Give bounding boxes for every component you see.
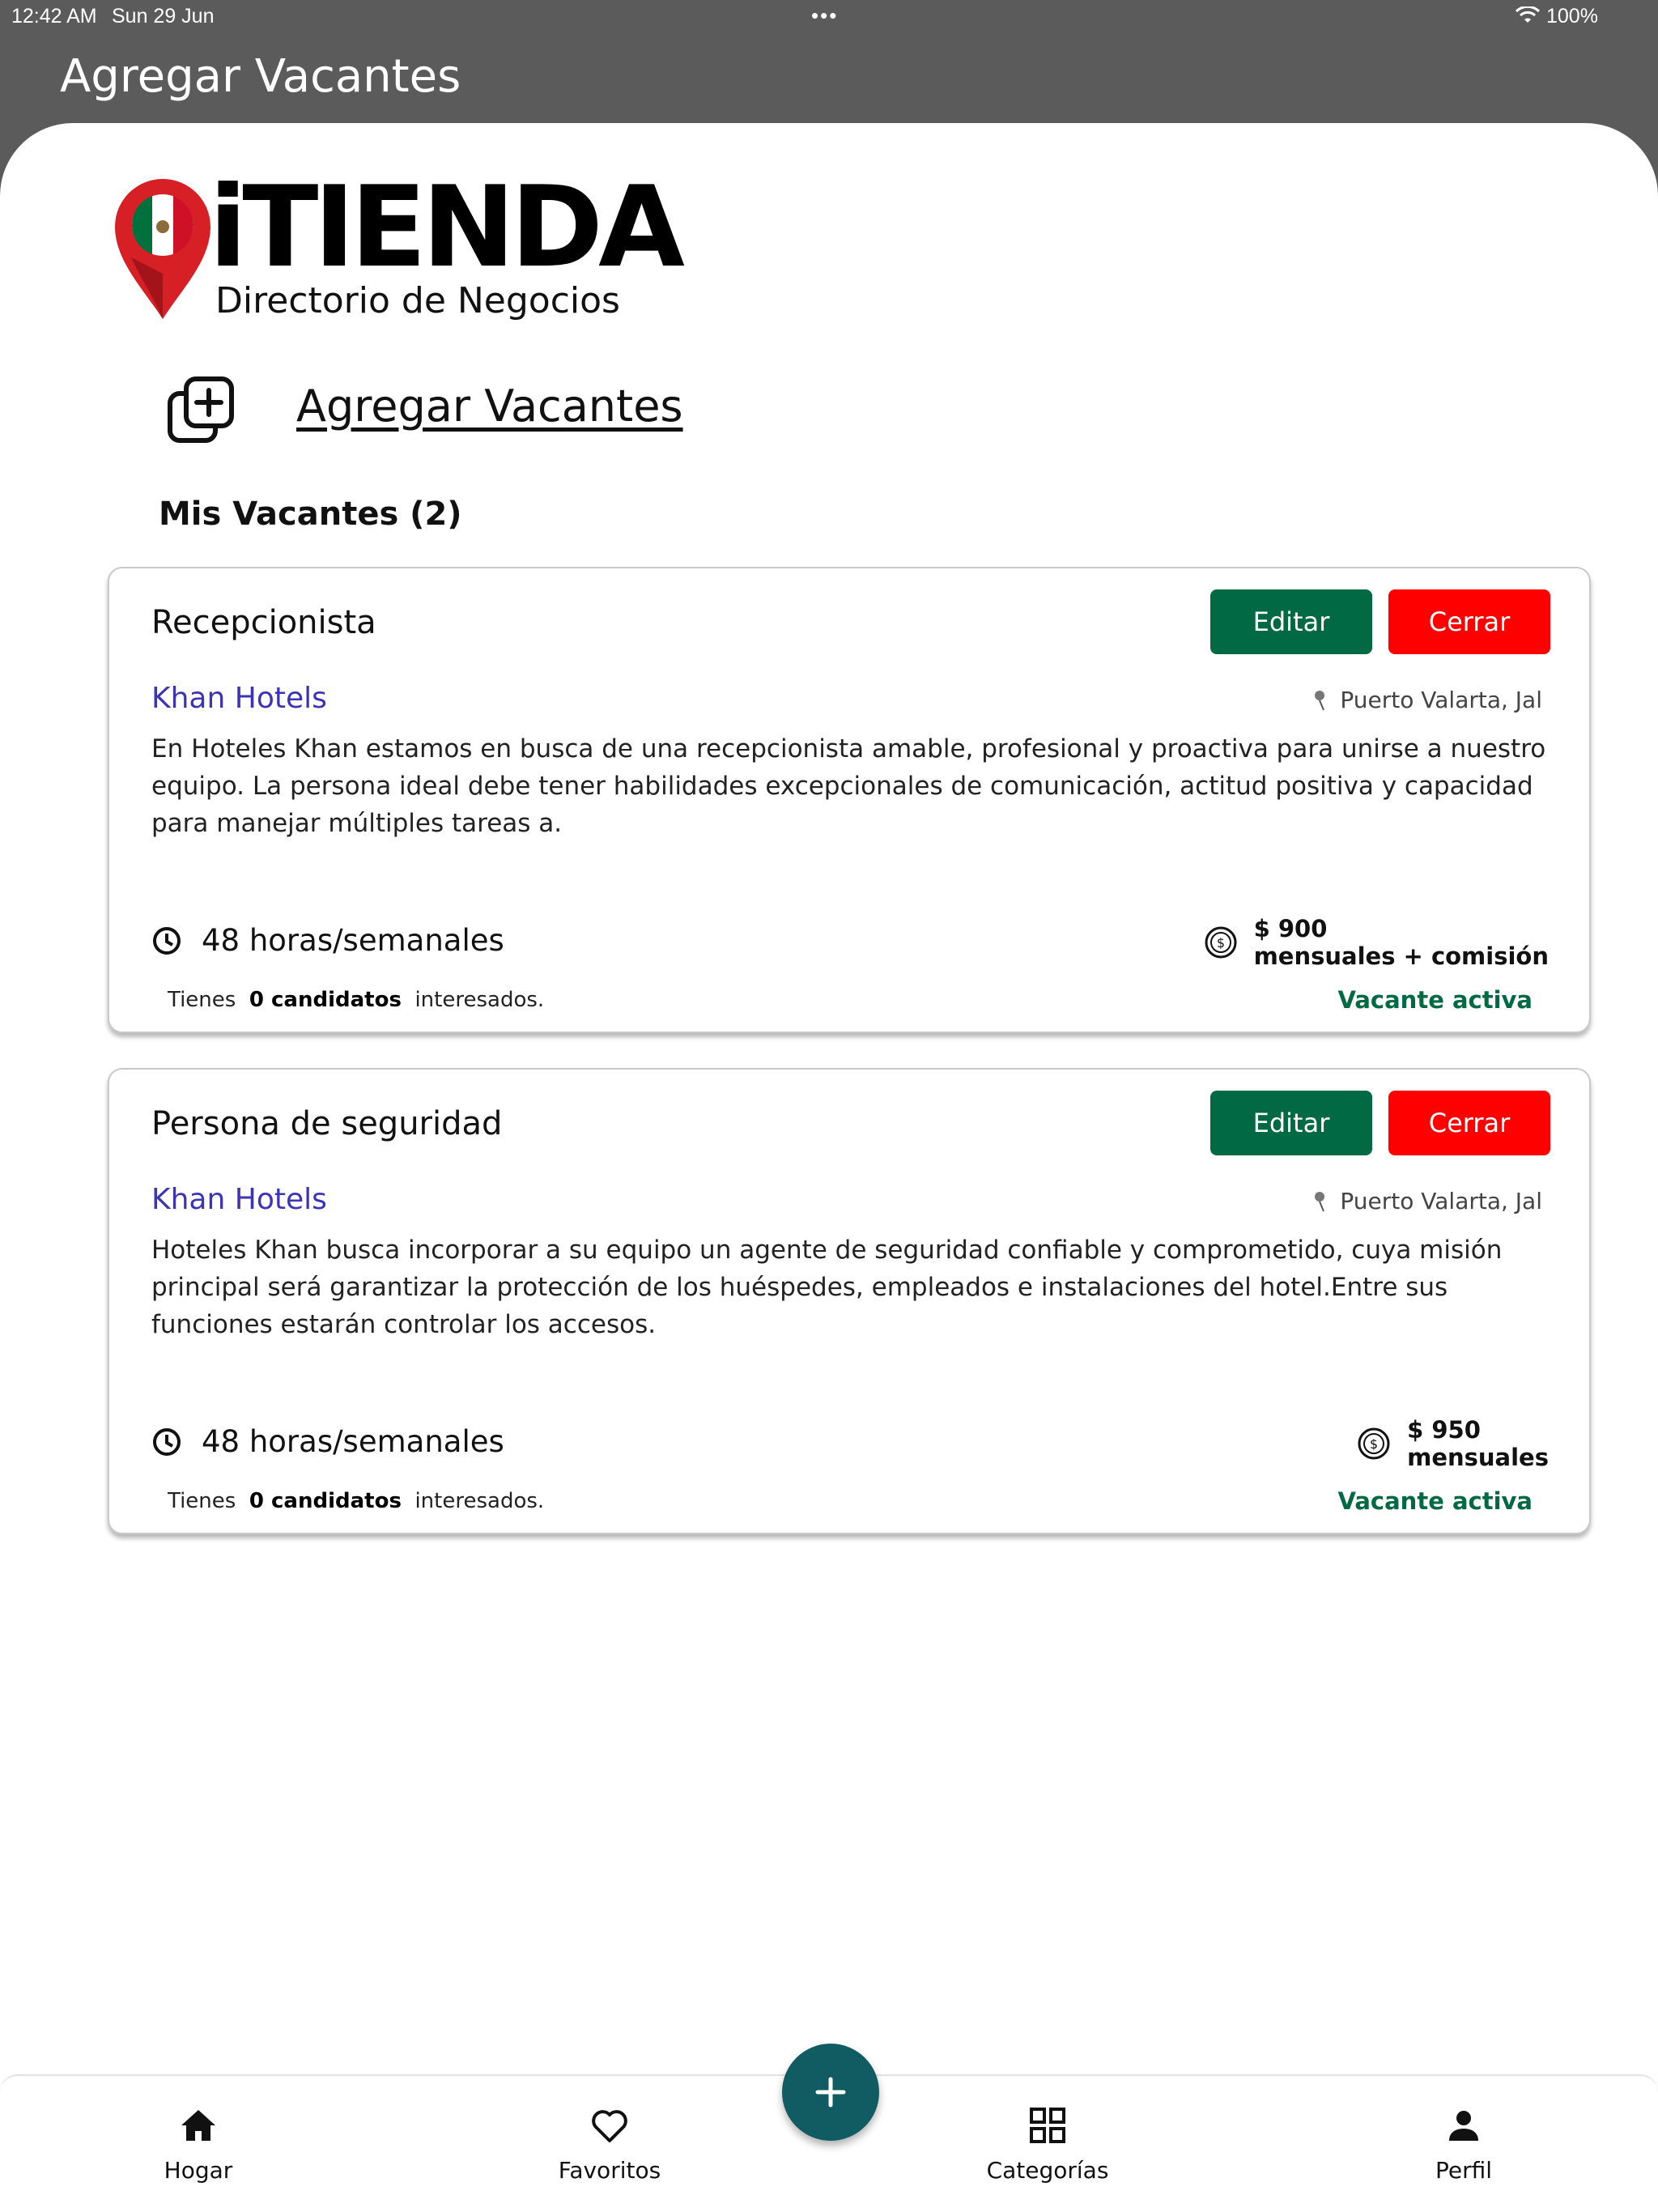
plus-icon bbox=[813, 2074, 848, 2110]
hours-text: 48 horas/semanales bbox=[202, 923, 504, 958]
nav-item-hogar[interactable] bbox=[109, 2104, 287, 2184]
home-icon bbox=[176, 2104, 220, 2147]
mexico-pin-icon bbox=[112, 177, 214, 321]
hours bbox=[151, 923, 504, 958]
status-badge: Vacante activa bbox=[1337, 986, 1533, 1014]
salary-period: mensuales + comisión bbox=[1253, 942, 1549, 970]
salary bbox=[1357, 1416, 1549, 1471]
location-text: Puerto Valarta, Jal bbox=[1340, 1188, 1542, 1214]
add-square-icon[interactable] bbox=[167, 376, 235, 444]
svg-text:$: $ bbox=[1216, 935, 1225, 951]
multitasking-dots[interactable]: ••• bbox=[811, 3, 839, 28]
add-fab-button[interactable] bbox=[782, 2044, 879, 2141]
status-time: 12:42 AM bbox=[11, 5, 97, 28]
map-pin-icon bbox=[1312, 689, 1329, 712]
location bbox=[1312, 687, 1542, 713]
candidates-count: 0 candidatos bbox=[249, 988, 402, 1012]
dollar-coin-icon bbox=[1204, 925, 1238, 959]
candidates-count: 0 candidatos bbox=[249, 1489, 402, 1513]
company-link[interactable]: Khan Hotels bbox=[151, 682, 327, 715]
nav-label: Hogar bbox=[164, 2157, 233, 2184]
logo-wordmark: iTIENDA bbox=[209, 162, 680, 292]
heart-icon bbox=[588, 2104, 631, 2147]
itienda-logo bbox=[112, 162, 680, 321]
candidates-prefix: Tienes bbox=[168, 1489, 236, 1513]
dollar-coin-icon bbox=[1357, 1427, 1391, 1461]
edit-button[interactable]: Editar bbox=[1210, 589, 1372, 654]
nav-item-categorias[interactable] bbox=[959, 2104, 1137, 2184]
grid-icon bbox=[1026, 2104, 1069, 2147]
nav-label: Categorías bbox=[986, 2157, 1109, 2184]
candidates-suffix: interesados. bbox=[414, 1489, 545, 1513]
close-button[interactable]: Cerrar bbox=[1388, 589, 1550, 654]
logo-tagline: Directorio de Negocios bbox=[215, 280, 620, 321]
svg-text:$: $ bbox=[1370, 1436, 1379, 1452]
salary-amount: $ 900 bbox=[1253, 915, 1328, 942]
candidates-suffix: interesados. bbox=[414, 988, 545, 1012]
status-date: Sun 29 Jun bbox=[112, 5, 215, 28]
candidates-prefix: Tienes bbox=[168, 988, 236, 1012]
vacancy-card[interactable] bbox=[108, 1068, 1591, 1534]
section-title: Mis Vacantes (2) bbox=[159, 496, 462, 533]
nav-item-perfil[interactable] bbox=[1375, 2104, 1553, 2184]
nav-label: Favoritos bbox=[558, 2157, 661, 2184]
salary-amount: $ 950 bbox=[1407, 1416, 1481, 1444]
vacancy-title: Persona de seguridad bbox=[151, 1105, 503, 1142]
page-title: Agregar Vacantes bbox=[60, 50, 461, 103]
status-bar bbox=[0, 0, 1658, 32]
vacancy-title: Recepcionista bbox=[151, 604, 376, 641]
location-text: Puerto Valarta, Jal bbox=[1340, 687, 1542, 713]
status-badge: Vacante activa bbox=[1337, 1487, 1533, 1515]
person-icon bbox=[1442, 2104, 1486, 2147]
clock-icon bbox=[151, 925, 182, 956]
vacancy-card[interactable] bbox=[108, 567, 1591, 1033]
nav-label: Perfil bbox=[1435, 2157, 1493, 2184]
nav-item-favoritos[interactable] bbox=[521, 2104, 699, 2184]
vacancy-description: Hoteles Khan busca incorporar a su equipo un agente de seguridad confiable y comprometido, cuya misión principal será garantizar la protección de los huéspedes, empleados e instalaciones del hotel.Entre sus funciones estarán controlar los accesos. bbox=[151, 1236, 1503, 1339]
edit-button[interactable]: Editar bbox=[1210, 1091, 1372, 1155]
vacancy-description: En Hoteles Khan estamos en busca de una recepcionista amable, profesional y proactiva para unirse a nuestro equipo. La persona ideal debe tener habilidades excepcionales de comunicación, actitud positiva y capacidad para manejar múltiples tareas a. bbox=[151, 734, 1546, 838]
hours-text: 48 horas/semanales bbox=[202, 1424, 504, 1459]
battery-level: 100% bbox=[1546, 5, 1598, 28]
company-link[interactable]: Khan Hotels bbox=[151, 1183, 327, 1216]
location bbox=[1312, 1188, 1542, 1214]
close-button[interactable]: Cerrar bbox=[1388, 1091, 1550, 1155]
map-pin-icon bbox=[1312, 1190, 1329, 1213]
clock-icon bbox=[151, 1427, 182, 1457]
wifi-icon bbox=[1516, 6, 1540, 24]
candidates-info bbox=[168, 1489, 544, 1513]
candidates-info bbox=[168, 988, 544, 1012]
hours bbox=[151, 1424, 504, 1459]
add-vacancy-link[interactable]: Agregar Vacantes bbox=[296, 381, 683, 432]
salary-period: mensuales bbox=[1407, 1444, 1549, 1471]
salary bbox=[1204, 915, 1549, 970]
